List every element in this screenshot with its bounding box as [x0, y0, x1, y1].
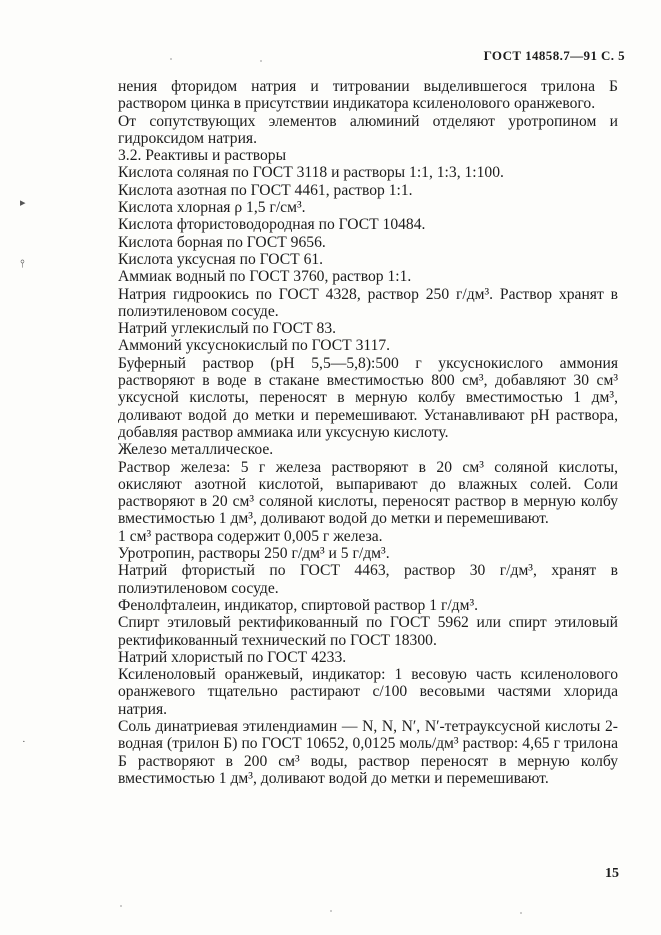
paragraph: нения фторидом натрия и титровании выделившегося трилона Б раствором цинка в присутствии индикатора ксиленолового оранжевого.: [118, 78, 618, 113]
scan-speck: [520, 912, 522, 914]
reagent-item: Кислота фтористоводородная по ГОСТ 10484.: [118, 216, 426, 234]
scan-mark-icon: ⫯: [20, 258, 25, 270]
reagent-item: Натрия гидроокись по ГОСТ 4328, раствор 250 г/дм³. Раствор хранят в полиэтиленовом сосуде.: [118, 285, 618, 320]
reagent-item: Кислота уксусная по ГОСТ 61.: [118, 250, 324, 268]
page-number: 15: [605, 866, 619, 881]
reagent-item: Кислота соляная по ГОСТ 3118 и растворы 1:1, 1:3, 1:100.: [118, 164, 504, 182]
reagent-item: Ксиленоловый оранжевый, индикатор: 1 весовую часть ксиленолового оранжевого тщательно растирают с/100 весовыми частями хлорида натрия.: [118, 666, 618, 718]
reagent-item: Натрий фтористый по ГОСТ 4463, раствор 30 г/дм³, хранят в полиэтиленовом сосуде.: [118, 562, 618, 597]
reagent-item: Натрий углекислый по ГОСТ 83.: [118, 320, 337, 338]
reagent-item: Соль динатриевая этилендиамин — N, N, N′, N′-тетрауксусной кислоты 2-водная (трилон Б) по ГОСТ 10652, 0,0125 моль/дм³ раствор: 4,65 г трилона Б растворяют в 200 см³ воды, раствор переносят в мерную колбу вместимостью 1 дм³, доливают водой до метки и перемешивают.: [118, 717, 618, 787]
reagent-item: Кислота хлорная ρ 1,5 г/см³.: [118, 199, 306, 217]
section-heading: 3.2. Реактивы и растворы: [118, 147, 287, 165]
reagent-item: Натрий хлористый по ГОСТ 4233.: [118, 648, 347, 666]
scan-speck: [170, 58, 172, 60]
scan-mark-icon: ▸: [20, 197, 26, 209]
reagent-item: Аммиак водный по ГОСТ 3760, раствор 1:1.: [118, 268, 412, 286]
scan-mark-icon: ·: [22, 736, 26, 748]
paragraph: От сопутствующих элементов алюминий отделяют уротропином и гидроксидом натрия.: [118, 112, 618, 147]
reagent-item: Раствор железа: 5 г железа растворяют в 20 см³ соляной кислоты, окисляют азотной кислотой, выпаривают до влажных солей. Соли растворяют в 20 см³ соляной кислоты, переносят раствор в мерную колбу вместимостью 1 дм³, доливают водой до метки и перемешивают.: [118, 458, 618, 528]
scan-speck: [260, 60, 262, 62]
reagent-item: 1 см³ раствора содержит 0,005 г железа.: [118, 527, 383, 545]
reagent-item: Кислота борная по ГОСТ 9656.: [118, 233, 326, 251]
reagent-item: Кислота азотная по ГОСТ 4461, раствор 1:1.: [118, 181, 413, 199]
reagent-item: Буферный раствор (рН 5,5—5,8):500 г уксуснокислого аммония растворяют в воде в стакане вместимостью 800 см³, добавляют 30 см³ уксусной кислоты, переносят в мерную колбу вместимостью 1 дм³, доливают водой до метки и перемешивают. Устанавливают рН раствора, добавляя раствор аммиака или уксусную кислоту.: [118, 354, 618, 441]
reagent-item: Аммоний уксуснокислый по ГОСТ 3117.: [118, 337, 391, 355]
scan-speck: [120, 905, 122, 907]
reagent-item: Фенолфталеин, индикатор, спиртовой раствор 1 г/дм³.: [118, 596, 479, 614]
reagent-item: Уротропин, растворы 250 г/дм³ и 5 г/дм³.: [118, 545, 390, 563]
document-reference: ГОСТ 14858.7—91 С. 5: [483, 48, 625, 63]
document-body: [118, 78, 618, 787]
reagent-item: Железо металлическое.: [118, 441, 274, 459]
scan-speck: [330, 910, 332, 912]
reagent-item: Спирт этиловый ректификованный по ГОСТ 5962 или спирт этиловый ректификованный технический по ГОСТ 18300.: [118, 614, 618, 649]
